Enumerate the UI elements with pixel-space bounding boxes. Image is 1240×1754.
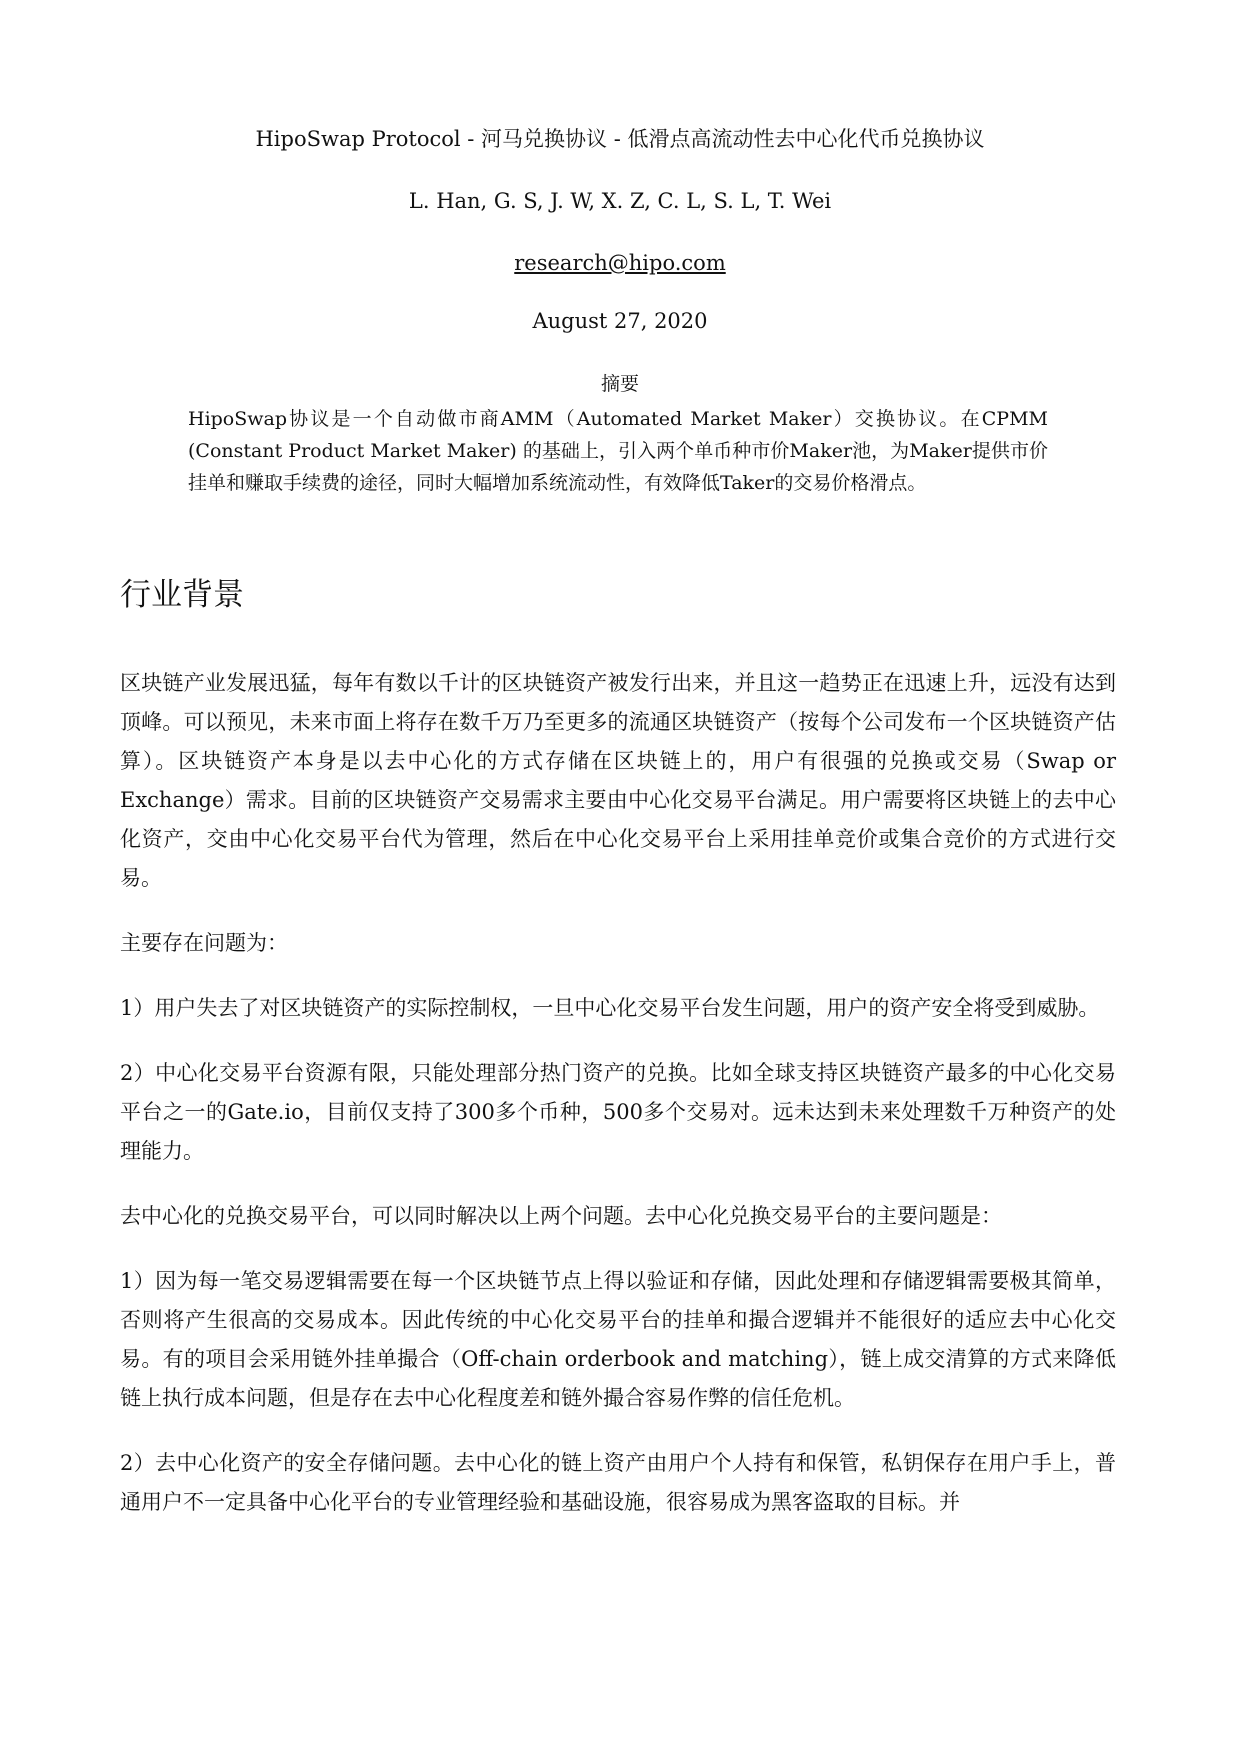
section-heading: 行业背景 [120,577,244,613]
paper-title: HipoSwap Protocol - 河马兑换协议 - 低滑点高流动性去中心化代币兑换协议 [255,127,985,151]
paragraph: 去中心化的兑换交易平台，可以同时解决以上两个问题。去中心化兑换交易平台的主要问题是： [120,1204,1002,1228]
abstract-text: HipoSwap协议是一个自动做市商AMM（Automated Market Maker）交换协议。在CPMM (Constant Product Market Maker) 的基础上，引入两个单币种市价Maker池，为Maker提供市价挂单和赚取手续费的途径，同时大幅增加系统流动性，有效降低Taker的交易价格滑点。 [188,408,1048,494]
email-link[interactable]: research@hipo.com [514,251,726,275]
paragraph: 2）中心化交易平台资源有限，只能处理部分热门资产的兑换。比如全球支持区块链资产最多的中心化交易平台之一的Gate.io，目前仅支持了300多个币种，500多个交易对。远未达到未来处理数千万种资产的处理能力。 [120,1061,1116,1163]
paragraph: 1）用户失去了对区块链资产的实际控制权，一旦中心化交易平台发生问题，用户的资产安全将受到威胁。 [120,996,1100,1020]
publication-date: August 27, 2020 [532,309,708,333]
paragraph: 2）去中心化资产的安全存储问题。去中心化的链上资产由用户个人持有和保管，私钥保存在用户手上，普通用户不一定具备中心化平台的专业管理经验和基础设施，很容易成为黑客盗取的目标。并 [120,1451,1116,1514]
paragraph: 1）因为每一笔交易逻辑需要在每一个区块链节点上得以验证和存储，因此处理和存储逻辑需要极其简单，否则将产生很高的交易成本。因此传统的中心化交易平台的挂单和撮合逻辑并不能很好的适应去中心化交易。有的项目会采用链外挂单撮合（Off-chain orderbook and matching），链上成交清算的方式来降低链上执行成本问题，但是存在去中心化程度差和链外撮合容易作弊的信任危机。 [120,1269,1116,1410]
contact-email [0,248,1240,278]
section-body [120,664,1116,1548]
abstract-heading: 摘要 [600,373,639,395]
paragraph: 主要存在问题为： [120,931,288,955]
author-list: L. Han, G. S, J. W, X. Z, C. L, S. L, T. Wei [408,189,832,213]
paragraph: 区块链产业发展迅猛，每年有数以千计的区块链资产被发行出来，并且这一趋势正在迅速上升，远没有达到顶峰。可以预见，未来市面上将存在数千万乃至更多的流通区块链资产（按每个公司发布一个区块链资产估算）。区块链资产本身是以去中心化的方式存储在区块链上的，用户有很强的兑换或交易（Swap or Exchange）需求。目前的区块链资产交易需求主要由中心化交易平台满足。用户需要将区块链上的去中心化资产，交由中心化交易平台代为管理，然后在中心化交易平台上采用挂单竞价或集合竞价的方式进行交易。 [120,671,1116,890]
